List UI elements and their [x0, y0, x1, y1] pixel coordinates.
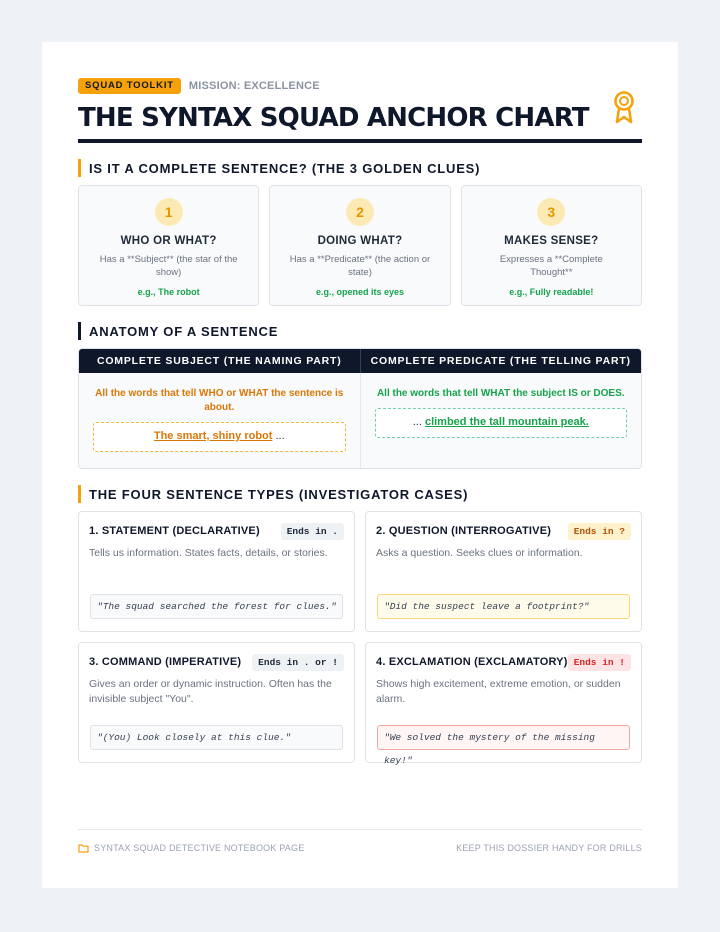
- clue-number: 3: [537, 198, 565, 226]
- clue-title: WHO OR WHAT?: [120, 235, 217, 247]
- clue-description: Expresses a **Complete Thought**: [499, 254, 603, 278]
- type-description: Shows high excitement, extreme emotion, or sudden alarm.: [376, 678, 621, 705]
- section-accent-bar: [78, 322, 81, 340]
- section-accent-bar: [78, 159, 81, 177]
- types-heading-text: THE FOUR SENTENCE TYPES (INVESTIGATOR CASES): [89, 486, 469, 502]
- clue-card: [78, 185, 259, 306]
- subject-column-header: COMPLETE SUBJECT (THE NAMING PART): [79, 349, 361, 373]
- anchor-chart-page: [42, 42, 678, 888]
- clues-heading-text: IS IT A COMPLETE SENTENCE? (THE 3 GOLDEN CLUES): [89, 160, 481, 176]
- subject-example: The smart, shiny robot: [153, 430, 273, 442]
- subject-example-suffix: ...: [272, 430, 285, 442]
- type-card-header: [89, 522, 344, 540]
- anatomy-heading: [78, 322, 642, 340]
- type-example: "Did the suspect leave a footprint?": [377, 594, 630, 619]
- subject-description: All the words that tell WHO or WHAT the sentence is about.: [95, 388, 344, 413]
- page-title: THE SYNTAX SQUAD ANCHOR CHART: [78, 103, 589, 133]
- type-title: 3. COMMAND (IMPERATIVE): [89, 656, 242, 668]
- clue-title: DOING WHAT?: [317, 235, 403, 247]
- clues-heading: [78, 159, 642, 177]
- subject-example-box: [93, 422, 346, 452]
- anatomy-header-row: [79, 349, 641, 373]
- ending-badge: Ends in . or !: [252, 654, 344, 671]
- footer-left-text: SYNTAX SQUAD DETECTIVE NOTEBOOK PAGE: [94, 843, 305, 853]
- type-title: 4. EXCLAMATION (EXCLAMATORY): [376, 656, 568, 668]
- predicate-column-header: COMPLETE PREDICATE (THE TELLING PART): [370, 355, 631, 367]
- type-card-header: [376, 653, 631, 671]
- type-title: 1. STATEMENT (DECLARATIVE): [89, 525, 260, 537]
- ending-badge: Ends in !: [568, 654, 631, 671]
- clue-card: [461, 185, 642, 306]
- sentence-type-card: [365, 642, 642, 766]
- predicate-example-prefix: ...: [412, 416, 425, 428]
- clue-example: e.g., opened its eyes: [315, 287, 404, 297]
- footer-left: [78, 843, 304, 853]
- clue-description: Has a **Predicate** (the action or state): [289, 254, 431, 278]
- type-example: "We solved the mystery of the missing key!": [377, 725, 630, 750]
- section-accent-bar: [78, 485, 81, 503]
- type-title: 2. QUESTION (INTERROGATIVE): [376, 525, 552, 537]
- header-meta: [78, 78, 642, 94]
- types-heading: [78, 485, 642, 503]
- sentence-type-card: [78, 511, 355, 632]
- predicate-column: [361, 373, 642, 469]
- clue-title: MAKES SENSE?: [504, 235, 599, 247]
- clue-number: 1: [155, 198, 183, 226]
- clues-row: [78, 185, 642, 306]
- predicate-description: All the words that tell WHAT the subject IS or DOES.: [376, 388, 625, 399]
- subject-column: [79, 373, 361, 469]
- sentence-types-grid: [78, 511, 642, 766]
- title-row: [78, 100, 642, 136]
- folder-icon: [78, 843, 89, 853]
- type-card-header: [376, 522, 631, 540]
- ribbon-award-icon: [612, 90, 636, 126]
- clue-description: Has a **Subject** (the star of the show): [99, 254, 238, 278]
- sentence-type-card: [365, 511, 642, 632]
- type-description: Tells us information. States facts, details, or stories.: [89, 547, 328, 559]
- clue-example: e.g., Fully readable!: [509, 287, 594, 297]
- type-card-header: [89, 653, 344, 671]
- clue-number: 2: [346, 198, 374, 226]
- anatomy-heading-text: ANATOMY OF A SENTENCE: [89, 323, 279, 339]
- clue-card: [269, 185, 450, 306]
- type-example: "The squad searched the forest for clues.": [90, 594, 343, 619]
- ending-badge: Ends in .: [281, 523, 344, 540]
- predicate-example-box: [375, 408, 628, 438]
- title-rule: [78, 139, 642, 143]
- ending-badge: Ends in ?: [568, 523, 631, 540]
- anatomy-body-row: [79, 373, 641, 469]
- predicate-example: climbed the tall mountain peak.: [424, 416, 589, 428]
- squad-toolkit-tag: SQUAD TOOLKIT: [78, 78, 181, 94]
- mission-label: MISSION: EXCELLENCE: [188, 80, 320, 92]
- sentence-type-card: [78, 642, 355, 763]
- type-description: Asks a question. Seeks clues or information.: [376, 547, 583, 559]
- type-example: "(You) Look closely at this clue.": [90, 725, 343, 750]
- clue-example: e.g., The robot: [137, 287, 200, 297]
- footer-right-text: KEEP THIS DOSSIER HANDY FOR DRILLS: [456, 843, 642, 853]
- page-footer: [78, 829, 642, 853]
- type-description: Gives an order or dynamic instruction. Often has the invisible subject "You".: [89, 678, 332, 705]
- anatomy-table: [78, 348, 642, 469]
